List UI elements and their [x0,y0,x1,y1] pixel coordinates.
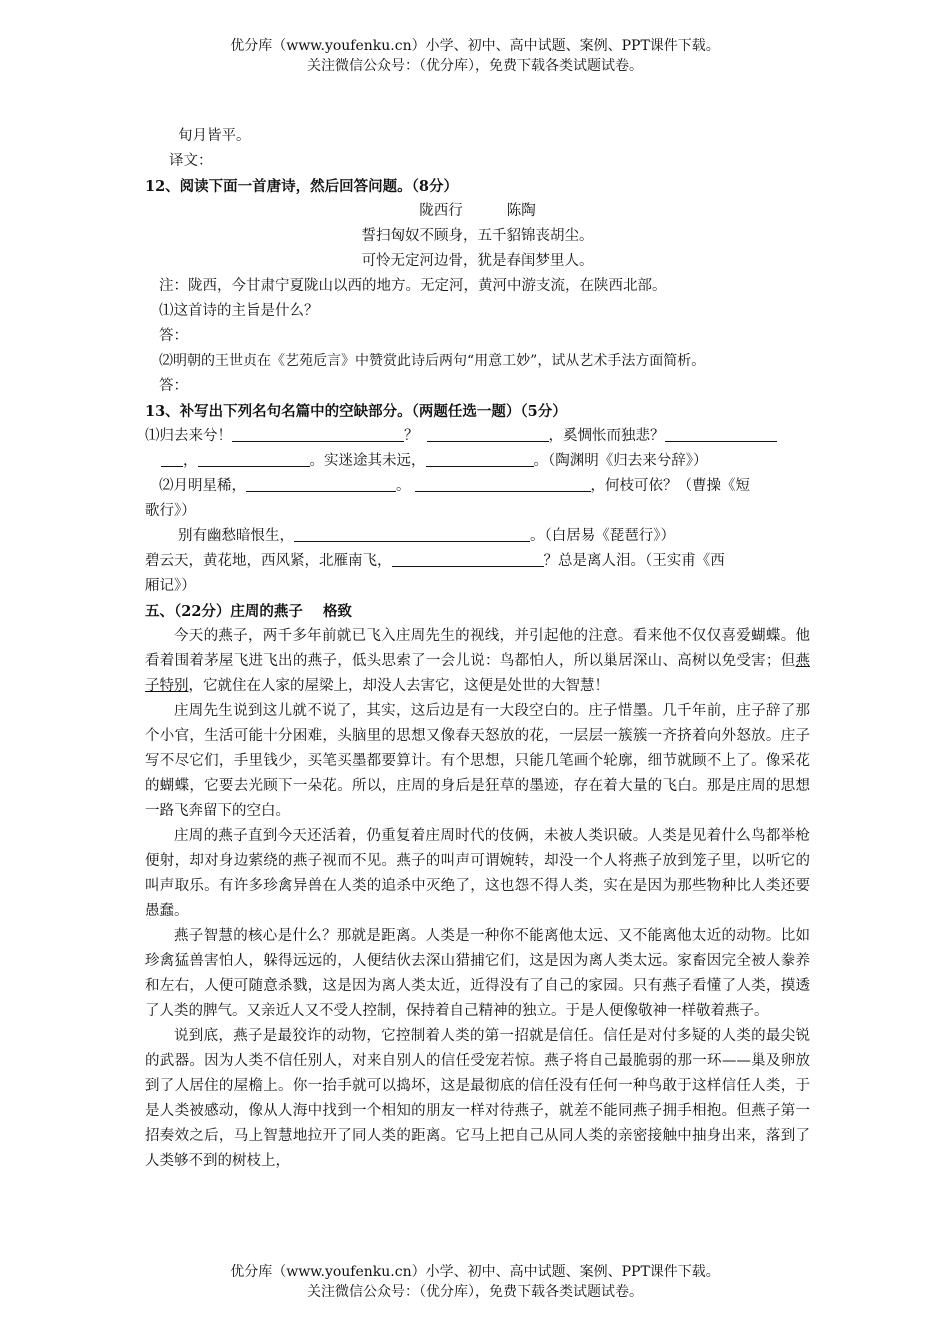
poem-line-1: 誓扫匈奴不顾身，五千貂锦丧胡尘。 [361,228,594,244]
q13-p2c: ，何枝可依？（曹操《短 [590,478,750,494]
q13-item1-line1 [145,424,810,449]
q12-answer1-label: 答： [159,328,188,344]
q13-p4b: ？总是离人泪。（王实甫《西 [543,553,725,569]
poem-title-line [145,199,810,224]
underlined-phrase: 燕子特别 [145,653,810,694]
page-header [0,36,950,76]
fill-blank[interactable] [665,425,777,442]
essay-paragraph-5: 说到底，燕子是最狡诈的动物，它控制着人类的第一招就是信任。信任是对付多疑的人类的最尖锐的武器。因为人类不信任别人，对来自别人的信任受宠若惊。燕子将自己最脆弱的那一环——巢及卵放到了人居住的屋檐上。你一抬手就可以捣坏，这是最彻底的信任没有任何一种鸟敢于这样信任人类，于是人类被感动，像从人海中找到一个相知的朋友一样对待燕子，就差不能同燕子拥手相抱。但燕子第一招奏效之后，马上智慧地拉开了同人类的距离。它马上把自己从同人类的亲密接触中抽身出来，落到了人类够不到的树枝上， [145,1028,810,1169]
fill-blank[interactable] [161,450,183,467]
fill-blank[interactable] [246,475,396,492]
poem-note: 注：陇西，今甘肃宁夏陇山以西的地方。无定河，黄河中游支流，在陕西北部。 [159,278,667,294]
q13-p4c: 厢记》） [145,578,196,594]
q13-p2a: ⑵月明星稀， [159,478,246,494]
q13-item2-line1 [145,474,810,499]
poem-title: 陇西行 [419,203,463,219]
essay-paragraph-4: 燕子智慧的核心是什么？那就是距离。人类是一种你不能离他太远、又不能离他太近的动物。比如珍禽猛兽害怕人，躲得远远的，人便结伙去深山猎捕它们，这是因为离人类太远。家畜因完全被人豢养和左右，人便可随意杀戮，这是因为离人类太近，近得没有了自己的家园。只有燕子看懂了人类，摸透了人类的脾气。又亲近人又不受人控制，保持着自己精神的独立。于是人便像敬神一样敬着燕子。 [145,928,810,1019]
q13-p4a: 碧云天，黄花地，西风紧，北雁南飞， [145,553,392,569]
essay-paragraph-3: 庄周的燕子直到今天还活着，仍重复着庄周时代的伎俩，未被人类识破。人类是见着什么鸟都举枪便射，却对身边萦绕的燕子视而不见。燕子的叫声可谓婉转，却没一个人将燕子放到笼子里，以听它的叫声取乐。有许多珍禽异兽在人类的追杀中灭绝了，这也怨不得人类，实在是因为那些物种比人类还要愚蠢。 [145,828,810,919]
q13-p2b: 。 [396,478,411,494]
essay-text: 今天的燕子，两千多年前就已飞入庄周先生的视线，并引起他的注意。看来他不仅仅喜爱蝴蝶。他看着围着茅屋飞进飞出的燕子，低头思索了一会儿说：鸟都怕人，所以巢居深山、高树以免受害；但 [145,628,810,669]
section5-heading: 五、（22分）庄周的燕子 [145,603,303,620]
fill-blank[interactable] [294,525,530,542]
q13-p1f: 。（陶渊明《归去来兮辞》） [533,453,708,469]
page-footer [0,1262,950,1302]
q13-item4-line [145,549,810,574]
q11-tail-line: 旬月皆平。 [178,128,251,144]
q13-p3b: 。（白居易《琵琶行》） [530,528,675,544]
q13-p2d: 歌行》） [145,503,196,519]
essay-paragraph-2: 庄周先生说到这儿就不说了，其实，这后边是有一大段空白的。庄子惜墨。几千年前，庄子辞了那个小官，生活可能十分困难，头脑里的思想又像春天怒放的花，一层层一簇簇一齐挤着向外怒放。庄子写不尽它们，手里钱少，买笔买墨都要算计。有个思想，只能几笔画个轮廓，细节就顾不上了。像采花的蝴蝶，它要去光顾下一朵花。所以，庄周的身后是狂草的墨迹，存在着大量的飞白。那是庄周的思想一路飞奔留下的空白。 [145,703,810,819]
fill-blank[interactable] [415,475,591,492]
essay-text: ，它就住在人家的屋梁上，却没人去害它，这便是处世的大智慧！ [188,678,609,694]
section5-author: 格致 [322,603,352,620]
q11-translation-label: 译文： [169,153,213,169]
header-line-1: 优分库（www.youfenku.cn）小学、初中、高中试题、案例、PPT课件下载。 [230,38,720,54]
fill-blank[interactable] [198,450,310,467]
q13-p1b: ？ [404,428,419,444]
q13-item1-line2 [145,449,810,474]
fill-blank[interactable] [426,450,534,467]
header-line-2: 关注微信公众号：（优分库），免费下载各类试题试卷。 [307,58,643,74]
q13-item3-line [145,524,810,549]
fill-blank[interactable] [232,425,404,442]
q12-answer2-label: 答： [159,378,188,394]
q13-p3a: 别有幽愁暗恨生， [178,528,294,544]
q13-p1d: ， [183,453,198,469]
q13-p1e: 。实迷途其未远， [309,453,426,469]
footer-line-2: 关注微信公众号：（优分库），免费下载各类试题试卷。 [307,1284,643,1300]
footer-line-1: 优分库（www.youfenku.cn）小学、初中、高中试题、案例、PPT课件下载。 [230,1264,720,1280]
poem-author: 陈陶 [506,203,536,219]
essay-paragraph-1 [145,624,810,699]
poem-line-2: 可怜无定河边骨，犹是春闺梦里人。 [361,253,594,269]
document-body [145,124,810,1174]
q12-sub1: ⑴这首诗的主旨是什么？ [159,303,319,319]
section5-heading-line [145,599,810,624]
fill-blank[interactable] [392,550,544,567]
q13-p1a: ⑴归去来兮！ [145,428,232,444]
fill-blank[interactable] [427,425,549,442]
q13-heading: 13、补写出下列名句名篇中的空缺部分。（两题任选一题）（5分） [145,403,567,420]
q12-heading: 12、阅读下面一首唐诗，然后回答问题。（8分） [145,178,459,195]
q13-p1c: ，奚惆怅而独悲？ [548,428,665,444]
q12-sub2: ⑵明朝的王世贞在《艺苑卮言》中赞赏此诗后两句“用意工妙”，试从艺术手法方面简析。 [159,353,706,369]
